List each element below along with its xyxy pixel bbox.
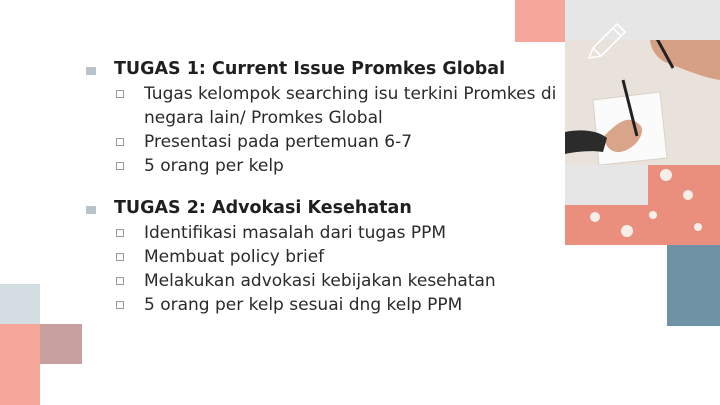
task-subitem [144,269,560,293]
decor-block-left-grey [0,284,40,324]
photo-coral-panel-lower [565,205,667,245]
task-subitem-text: Identifikasi masalah dari tugas PPM [144,223,447,243]
pencil-icon-svg [583,18,631,66]
decor-block-right-grey [565,165,648,205]
decor-block-left-coral [0,324,40,405]
decor-block-right-teal [667,244,720,326]
task-subitem [144,221,560,245]
task-subitem-list [80,82,560,178]
checkbox-bullet-icon [116,90,124,98]
square-bullet-icon [86,67,96,75]
square-bullet-icon [86,206,96,214]
task-title: TUGAS 1: Current Issue Promkes Global [114,59,506,79]
task-item [80,56,560,178]
decor-block-coral-top [515,0,565,42]
crumpled-paper-illustration-lower [565,205,667,245]
checkbox-bullet-icon [116,253,124,261]
checkbox-bullet-icon [116,277,124,285]
task-subitem-text: Presentasi pada pertemuan 6-7 [144,132,413,152]
checkbox-bullet-icon [116,138,124,146]
task-subitem-text: Membuat policy brief [144,247,325,267]
task-subitem [144,154,560,178]
task-subitem-list [80,221,560,317]
checkbox-bullet-icon [116,229,124,237]
task-subitem [144,130,560,154]
checkbox-bullet-icon [116,301,124,309]
task-subitem [144,82,560,130]
task-subitem-text: Tugas kelompok searching isu terkini Promkes di negara lain/ Promkes Global [144,84,557,128]
decor-block-left-mauve [40,324,82,364]
checkbox-bullet-icon [116,162,124,170]
task-subitem-text: 5 orang per kelp [144,156,284,176]
task-subitem [144,293,560,317]
task-subitem [144,245,560,269]
pencil-icon [583,18,631,66]
task-subitem-text: Melakukan advokasi kebijakan kesehatan [144,271,496,291]
task-subitem-text: 5 orang per kelp sesuai dng kelp PPM [144,295,463,315]
task-item [80,195,560,317]
task-title: TUGAS 2: Advokasi Kesehatan [114,198,412,218]
task-list [80,56,560,334]
